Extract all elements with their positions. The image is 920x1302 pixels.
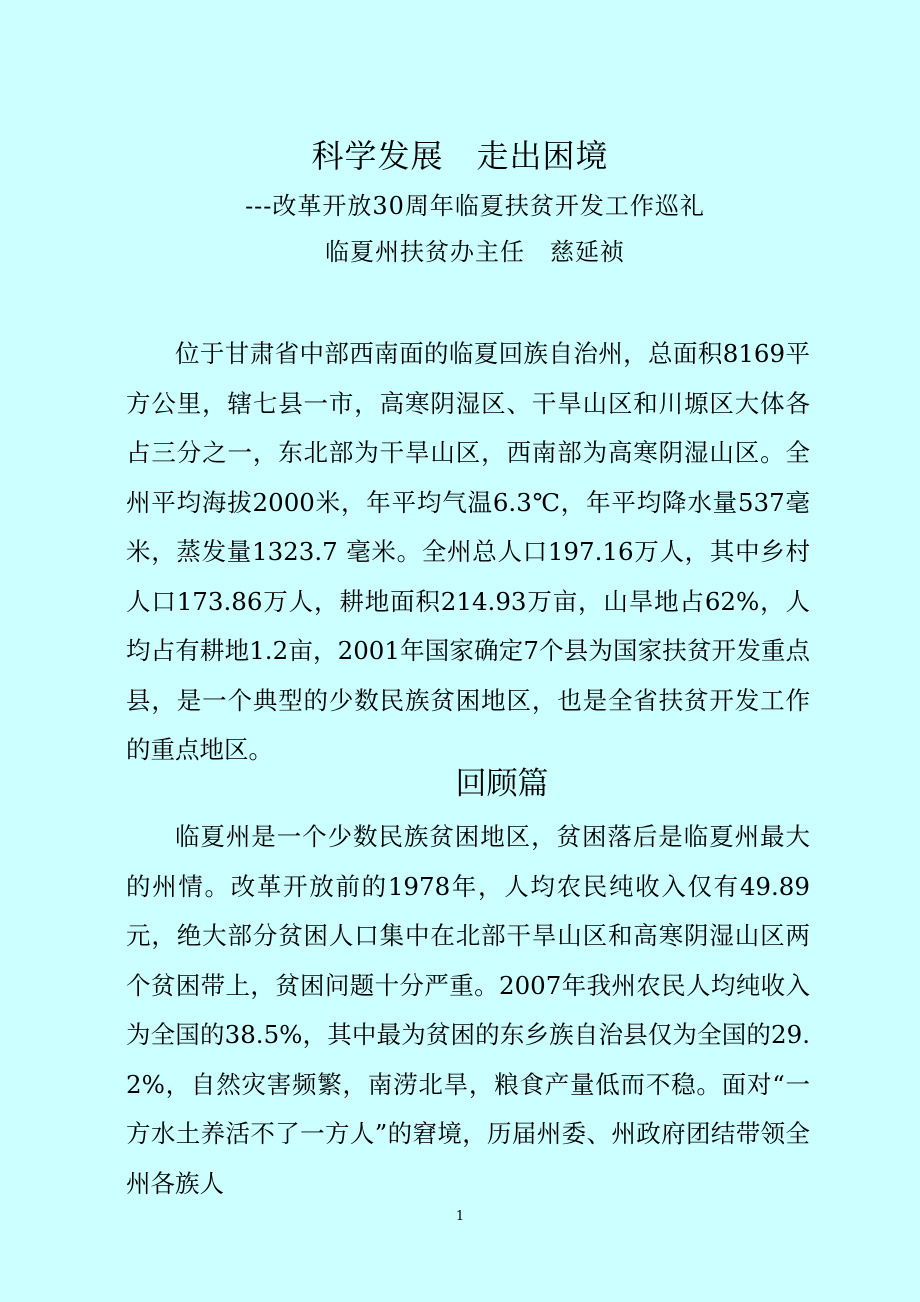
page-subtitle: ---改革开放30周年临夏扶贫开发工作巡礼 — [245, 192, 705, 220]
author-line: 临夏州扶贫办主任 慈延祯 — [325, 238, 625, 266]
page-title: 科学发展 走出困境 — [311, 137, 609, 175]
intro-paragraph: 位于甘肃省中部西南面的临夏回族自治州，总面积8169平方公里，辖七县一市，高寒阴湿区、干旱山区和川塬区大体各占三分之一，东北部为干旱山区，西南部为高寒阴湿山区。全州平均海拔2000米，年平均气温6.3℃，年平均降水量537毫米，蒸发量1323.7 毫米。全州总人口197.16万人，其中乡村人口173.86万人，耕地面积214.93万亩，山旱地占62%，人均占有耕地1.2亩，2001年国家确定7个县为国家扶贫开发重点县，是一个典型的少数民族贫困地区，也是全省扶贫开发工作的重点地区。 — [126, 339, 810, 764]
section-heading: 回顾篇 — [455, 766, 549, 802]
page-number: 1 — [455, 1209, 465, 1224]
section-paragraph: 临夏州是一个少数民族贫困地区，贫困落后是临夏州最大的州情。改革开放前的1978年，人均农民纯收入仅有49.89元，绝大部分贫困人口集中在北部干旱山区和高寒阴湿山区两个贫困带上，贫困问题十分严重。2007年我州农民人均纯收入为全国的38.5%，其中最为贫困的东乡族自治县仅为全国的29.2%，自然灾害频繁，南涝北旱，粮食产量低而不稳。面对“一方水土养活不了一方人”的窘境，历届州委、州政府团结带领全州各族人 — [126, 822, 810, 1198]
